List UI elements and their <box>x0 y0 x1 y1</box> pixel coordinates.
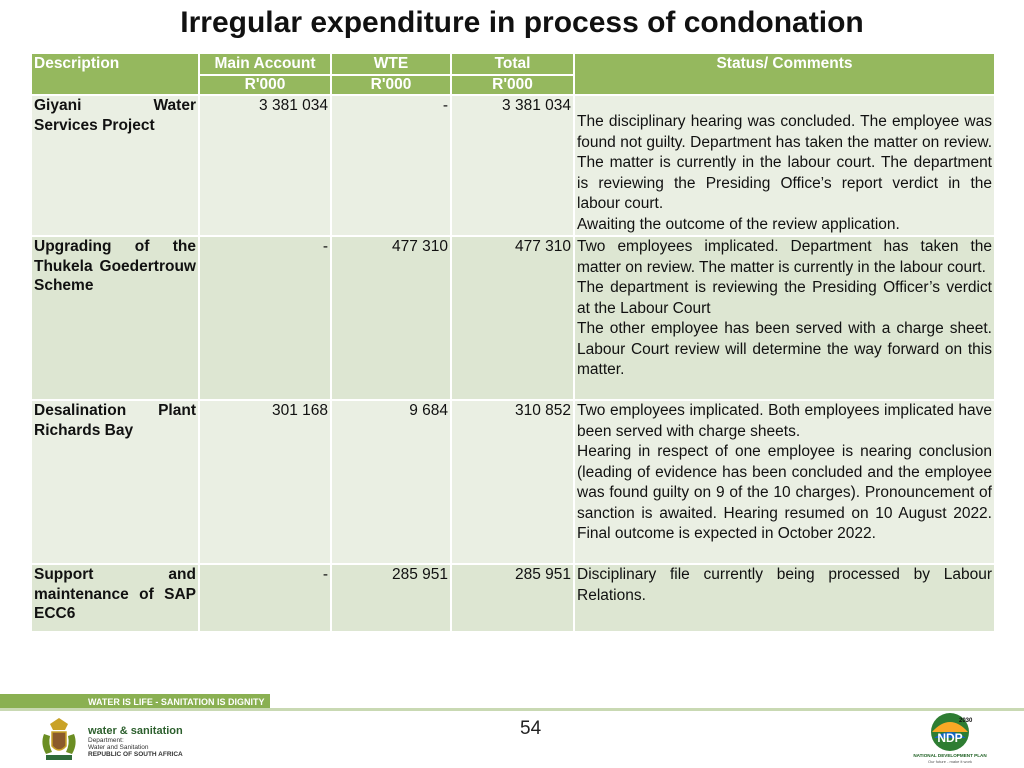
row-total: 285 951 <box>451 564 574 632</box>
svg-text:NDP: NDP <box>937 731 963 745</box>
table-row <box>31 400 995 564</box>
status-line: Hearing in respect of one employee is nearing conclusion (leading of evidence has been concluded and the employee was found guilty on 9 of the 10 charges). Pronouncement of sanction is awaited. Hearing resumed on 10 August 2022. Final outcome is expected in October 2022. <box>577 443 992 542</box>
row-description: Giyani Water Services Project <box>31 95 199 236</box>
header-main-account: Main Account <box>199 53 331 75</box>
table-row <box>31 236 995 400</box>
department-logo <box>88 726 183 758</box>
row-total: 310 852 <box>451 400 574 564</box>
department-line-1: Department: <box>88 737 124 744</box>
row-wte: 9 684 <box>331 400 451 564</box>
row-description: Support and maintenance of SAP ECC6 <box>31 564 199 632</box>
table-row <box>31 95 995 236</box>
status-line: The other employee has been served with a charge sheet. Labour Court review will determine the way forward on this matter. <box>577 320 992 378</box>
expenditure-table <box>30 52 996 633</box>
row-status <box>574 400 995 564</box>
coat-of-arms-icon <box>38 716 80 762</box>
row-wte: 285 951 <box>331 564 451 632</box>
page-number: 54 <box>520 718 542 739</box>
header-description: Description <box>31 53 199 95</box>
footer-divider <box>0 708 1024 711</box>
department-name: water & sanitation <box>88 725 183 737</box>
table-row <box>31 564 995 632</box>
row-main-account: - <box>199 236 331 400</box>
row-wte: 477 310 <box>331 236 451 400</box>
unit-total: R'000 <box>451 75 574 95</box>
status-line: Disciplinary file currently being processed by Labour Relations. <box>577 566 992 604</box>
header-total: Total <box>451 53 574 75</box>
unit-main-account: R'000 <box>199 75 331 95</box>
status-line: Awaiting the outcome of the review application. <box>577 215 900 233</box>
page-title: Irregular expenditure in process of condonation <box>180 6 864 39</box>
status-line: The department is reviewing the Presiding Officer’s verdict at the Labour Court <box>577 279 992 317</box>
department-line-3: REPUBLIC OF SOUTH AFRICA <box>88 751 183 758</box>
row-status <box>574 95 995 236</box>
unit-wte: R'000 <box>331 75 451 95</box>
row-main-account: 3 381 034 <box>199 95 331 236</box>
row-wte: - <box>331 95 451 236</box>
row-status <box>574 236 995 400</box>
header-status: Status/ Comments <box>574 53 995 95</box>
status-line: The disciplinary hearing was concluded. The employee was found not guilty. Department has taken the matter on review. The matter is currently in the labour court. The department is reviewing the Presiding Office’s report verdict in the labour court. <box>577 113 992 212</box>
footer-slogan-band: WATER IS LIFE - SANITATION IS DIGNITY <box>0 694 270 710</box>
ndp-logo-icon <box>910 710 990 766</box>
row-total: 3 381 034 <box>451 95 574 236</box>
row-main-account: - <box>199 564 331 632</box>
department-line-2: Water and Sanitation <box>88 744 149 751</box>
header-wte: WTE <box>331 53 451 75</box>
row-status <box>574 564 995 632</box>
ndp-year: 2030 <box>959 718 973 724</box>
status-line: Two employees implicated. Department has taken the matter on review. The matter is currently in the labour court. <box>577 238 992 276</box>
row-main-account: 301 168 <box>199 400 331 564</box>
ndp-name: NATIONAL DEVELOPMENT PLAN <box>913 753 987 758</box>
status-line: Two employees implicated. Both employees implicated have been served with charge sheets. <box>577 402 992 440</box>
row-total: 477 310 <box>451 236 574 400</box>
row-description: Upgrading of the Thukela Goedertrouw Scheme <box>31 236 199 400</box>
ndp-tagline: Our future - make it work <box>927 759 973 764</box>
row-description: Desalination Plant Richards Bay <box>31 400 199 564</box>
